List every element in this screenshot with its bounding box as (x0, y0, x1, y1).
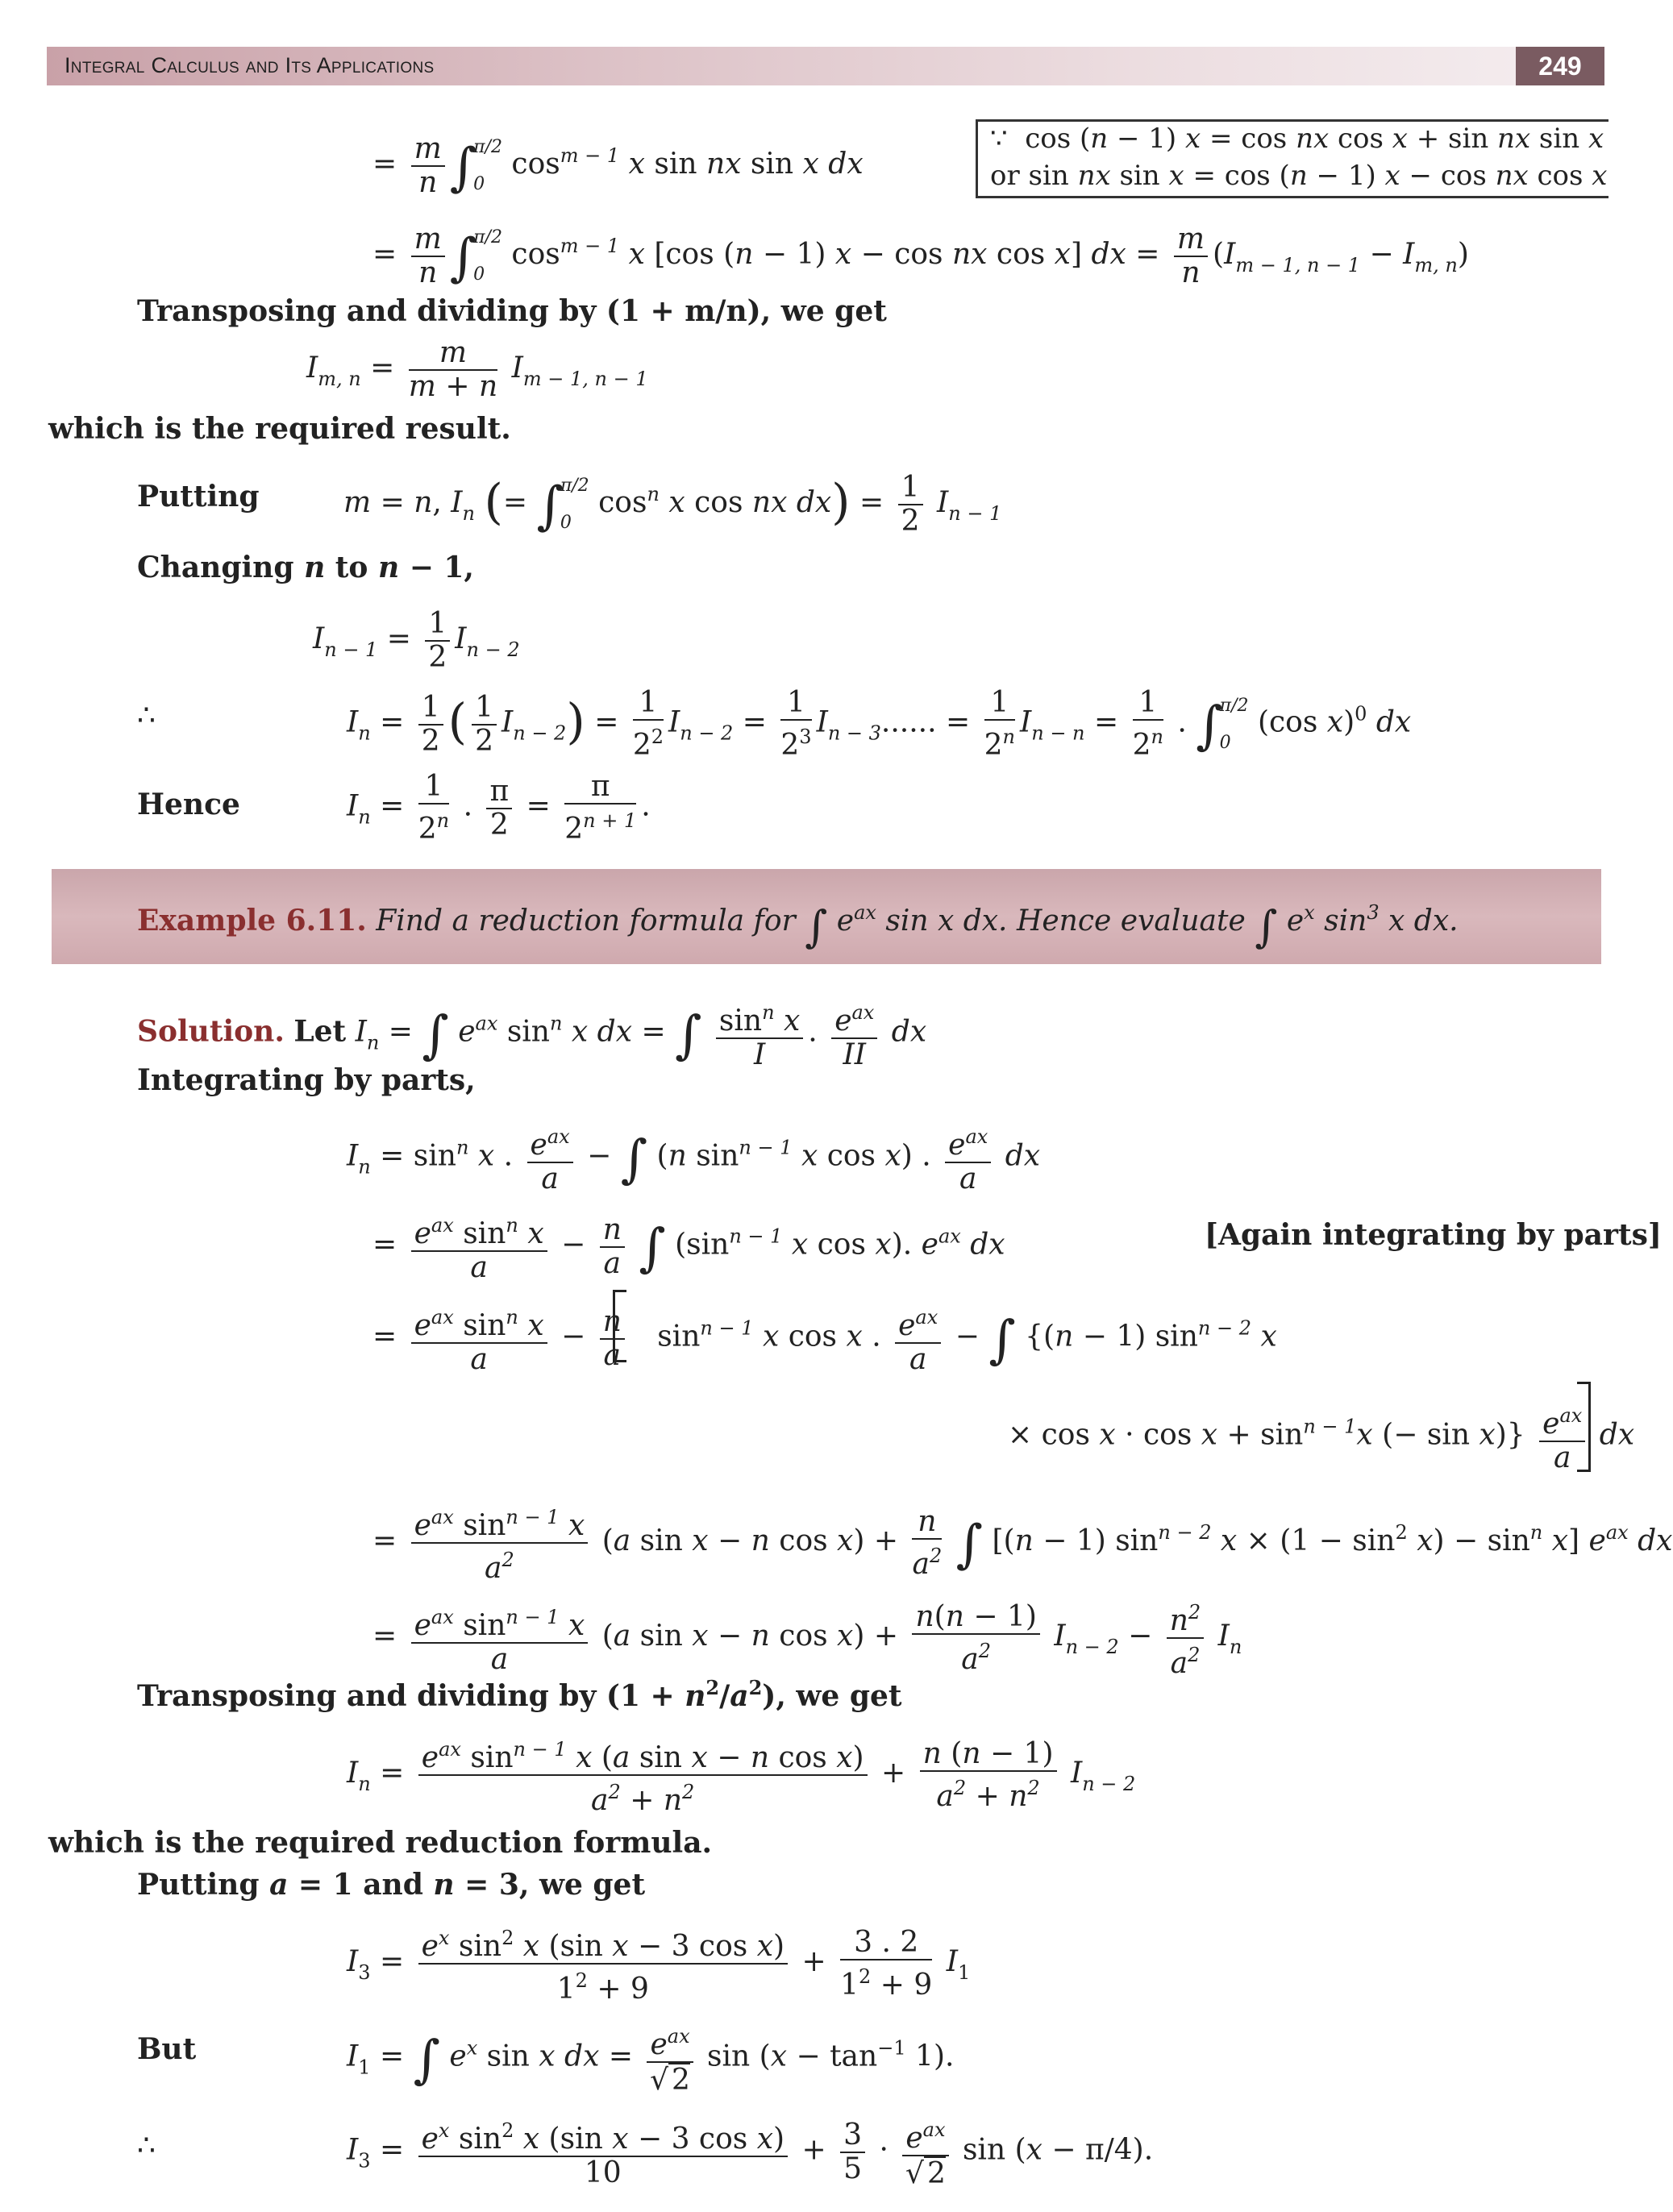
equation-line: $I_3$ = $\frac{e^x \sin^2 x (\sin x - 3 \cos x)}{10}$ + $\frac{3}{5}$ · $\frac{e^{ax}}{√ 2}$ sin (x − π/4). (347, 2114, 1153, 2190)
text-line: Transposing and dividing by (1 + m/n), we get (137, 294, 887, 328)
equation-line: $I_n = \sin^n x$ . $\frac{e^{ax}}{a}$ − ∫ (n $\sin^{n - 1} x$ cos x) . $\frac{e^{ax}}{a}$ dx (347, 1121, 1040, 1195)
therefore-symbol: ∴ (137, 2129, 156, 2162)
equation-line: $I_1$ = ∫ $e^x$ sin x dx = $\frac{e^{ax}}{√ 2}$ $\sin (x - \tan^{-1} 1)$. (347, 2020, 954, 2097)
but-label: But (137, 2032, 197, 2066)
hence-label: Hence (137, 788, 240, 821)
text-line: Putting a = 1 and n = 3, we get (137, 1868, 646, 1902)
equation-line: $I_n$ = $\frac{1}{2}$ ( $\frac{1}{2}$ $I_{n - 2}$) = $\frac{1}{2^2}$ $I_{n - 2}$ = $\frac{1}{2^3}$ $I_{n - 3}$...... = $\frac{1}{2^n}$ $I_{n - n}$ = $\frac{1}{2^n}$ . ∫ π/2 0 (cos x)$^0$ dx (347, 686, 1412, 762)
equation-line: m = n, $I_n$ (= ∫ π/2 0 $\cos^n x$ cos nx dx) = $\frac{1}{2}$ $I_{n - 1}$ (343, 471, 1002, 538)
equation-line: = $\frac{e^{ax} \sin^{n - 1} x}{a}$ (a sin x − n cos x) + $\frac{n(n - 1)}{a^2}$ $I_{n - 2}$ − $\frac{n^2}{a^2}$ $I_n$ (372, 1596, 1242, 1680)
equation-line: = $\frac{e^{ax} \sin^n x}{a}$ − $\frac{n}{a}$ ∫ ($\sin^{n - 1}$ x cos x). $e^{ax}$ dx (372, 1209, 1005, 1284)
solution-label: Solution. (137, 1014, 285, 1049)
text-line: which is the required reduction formula. (48, 1826, 713, 1860)
example-label: Example 6.11. (137, 904, 367, 938)
identity-note: or sin nx sin x = cos (n − 1) x − cos nx cos x (990, 160, 1608, 192)
text-line: Changing n to n − 1, (137, 551, 474, 584)
equation-line: × $\cos x \cdot \cos x + \sin^{n - 1}x$ (− sin x)} $\frac{e^{ax}}{a}$ dx (1008, 1399, 1634, 1474)
text-line: Integrating by parts, (137, 1063, 476, 1097)
solution-line: Solution. Let $I_n$ = ∫ $e^{ax}$ $\sin^n x$ dx = ∫ $\frac{\sin^n x}{I}$ . $\frac{e^{ax}}{II}$ dx (137, 996, 926, 1071)
header-title: Integral Calculus and Its Applications (65, 53, 435, 77)
running-header (47, 47, 1604, 85)
equation-line: = $\frac{m}{n}$ ∫ π/2 0 $\cos^{m - 1} x$ [cos (n − 1) x − cos nx cos x] dx = $\frac{m}{n}$ $(I_{m - 1, n - 1} - I_{m, n})$ (372, 222, 1469, 289)
text-line: [Again integrating by parts] (1205, 1218, 1662, 1252)
text-line: which is the required result. (48, 412, 511, 446)
equation-line: $I_n$ = $\frac{1}{2^n}$ . $\frac{\pi}{2}$ = $\frac{\pi}{2^{n + 1}}$ . (347, 770, 651, 846)
equation-line: = $\frac{e^{ax} \sin^{n - 1} x}{a^2}$ (a sin x − n cos x) + $\frac{n}{a^2}$ ∫ [(n − 1) $\sin^{n - 2} x \times (1 - \sin^2 x) - \sin^n x$] $e^{ax}$ dx (372, 1501, 1673, 1585)
identity-note: ∵ cos (n − 1) x = cos nx cos x + sin nx sin x (990, 123, 1604, 155)
therefore-symbol: ∴ (137, 699, 156, 732)
equation-line: = $\frac{e^{ax} \sin^n x}{a}$ − $\frac{n}{a}$ $\sin^{n - 1} x$ cos x . $\frac{e^{ax}}{a}$ − ∫ {(n − 1) $\sin^{n - 2} x$ (372, 1301, 1277, 1376)
equation-line: $I_n$ = $\frac{e^{ax} \sin^{n - 1} x (a \sin x - n \cos x)}{a^2 + n^2}$ + $\frac{n (n - 1)}{a^2 + n^2}$ $I_{n - 2}$ (347, 1733, 1135, 1817)
equation-line: $I_3$ = $\frac{e^x \sin^2 x (\sin x - 3 \cos x)}{1^2 + 9}$ + $\frac{3 . 2}{1^2 + 9}$ $I_1$ (347, 1922, 970, 2006)
equation-line: $I_{n - 1}$ = $\frac{1}{2}$ $I_{n - 2}$ (313, 607, 520, 674)
equation-line: = $\frac{m}{n}$ ∫ π/2 0 $\cos^{m - 1} x$ sin nx sin x dx (372, 132, 864, 199)
text-line: Transposing and dividing by $(1 + n^2/a^2)$, we get (137, 1676, 902, 1713)
example-heading: Example 6.11. Find a reduction formula for ∫ $e^{ax}$ sin x dx. Hence evaluate ∫ $e^x$ $\sin^3 x$ dx. (137, 901, 1459, 952)
page-number: 249 (1516, 47, 1604, 85)
equation-line: $I_{m, n}$ = $\frac{m}{m + n}$ $I_{m - 1, n - 1}$ (306, 336, 648, 403)
putting-label: Putting (137, 480, 260, 514)
